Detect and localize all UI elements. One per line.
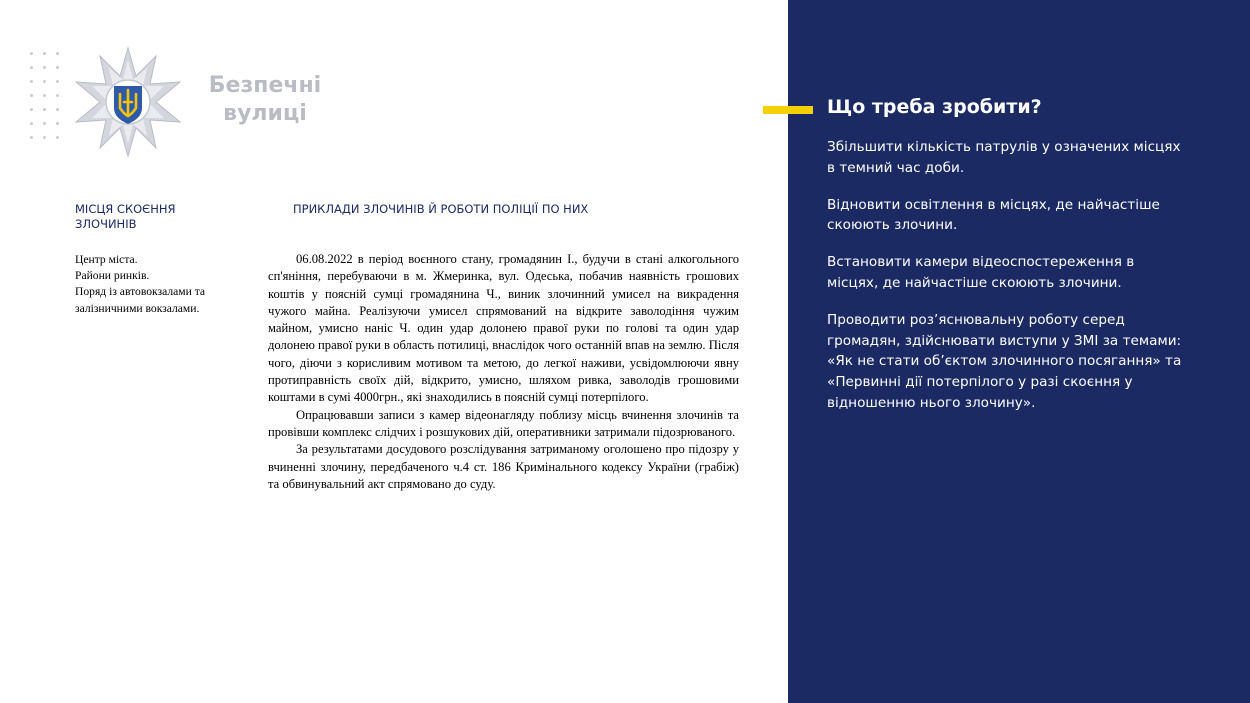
police-star-emblem-icon bbox=[72, 46, 184, 158]
paragraph: 06.08.2022 в період воєнного стану, громадянин І., будучи в стані алкогольного сп'яніння, перебуваючи в м. Жмеринка, вул. Одеська, побачив наявність грошових коштів у поясній сумці громадянина Ч., виник злочинний умисел на викрадення чужого майна. Реалізуючи умисел спрямований на відкрите заволодіння чужим майном, умисно наніс Ч. один удар долонею правої руки по голові та один удар долонею правої руки в область потилиці, внаслідок чого останній впав на землю. Після чого, діючи з корисливим мотивом та метою, до легкої наживи, усвідомлюючи явну протиправність своїх дій, відкрито, умисно, шляхом ривка, заволодів грошовими коштами в сумі 4000грн., які знаходились в поясній сумці потерпілого. bbox=[268, 252, 739, 405]
todo-list bbox=[827, 137, 1187, 430]
todo-item: Відновити освітлення в місцях, де найчастіше скоюють злочини. bbox=[827, 196, 1160, 234]
paragraph: За результатами досудового розслідування затриманому оголошено про підозру у вчиненні злочину, передбаченого ч.4 ст. 186 Кримінального кодексу України (грабіж) та обвинувальний акт спрямовано до суду. bbox=[268, 442, 739, 491]
places-heading-line2: ЗЛОЧИНІВ bbox=[75, 217, 137, 231]
places-heading-line1: МІСЦЯ СКОЄННЯ bbox=[75, 202, 176, 216]
accent-bar bbox=[763, 106, 813, 114]
crime-example-text bbox=[268, 251, 739, 493]
brand-line2: вулиці bbox=[223, 101, 307, 126]
examples-heading: ПРИКЛАДИ ЗЛОЧИНІВ Й РОБОТИ ПОЛІЦІЇ ПО НИХ bbox=[293, 202, 589, 216]
list-item: Райони ринків. bbox=[75, 269, 150, 283]
brand-title bbox=[205, 72, 325, 128]
todo-title: Що треба зробити? bbox=[827, 96, 1042, 118]
todo-item: Встановити камери відеоспостереження в місцях, де найчастіше скоюють злочини. bbox=[827, 254, 1135, 291]
todo-item: Проводити роз’яснювальну роботу серед громадян, здійснювати виступи у ЗМІ за темами: «Як не стати об’єктом злочинного посягання» та «Первинні дії потерпілого у разі скоєння у відношенню нього злочину». bbox=[827, 311, 1182, 411]
places-list bbox=[75, 252, 265, 317]
paragraph: Опрацювавши записи з камер відеонагляду поблизу місць вчинення злочинів та провівши комплекс слідчих і розшукових дій, оперативники затримали підозрюваного. bbox=[268, 407, 739, 439]
list-item: Поряд із автовокзалами та залізничними вокзалами. bbox=[75, 285, 206, 315]
brand-line1: Безпечні bbox=[208, 73, 322, 98]
places-heading bbox=[75, 202, 225, 232]
list-item: Центр міста. bbox=[75, 253, 138, 266]
todo-item: Збільшити кількість патрулів у означених місцях в темний час доби. bbox=[827, 139, 1181, 176]
dot-grid-decoration bbox=[28, 50, 64, 150]
